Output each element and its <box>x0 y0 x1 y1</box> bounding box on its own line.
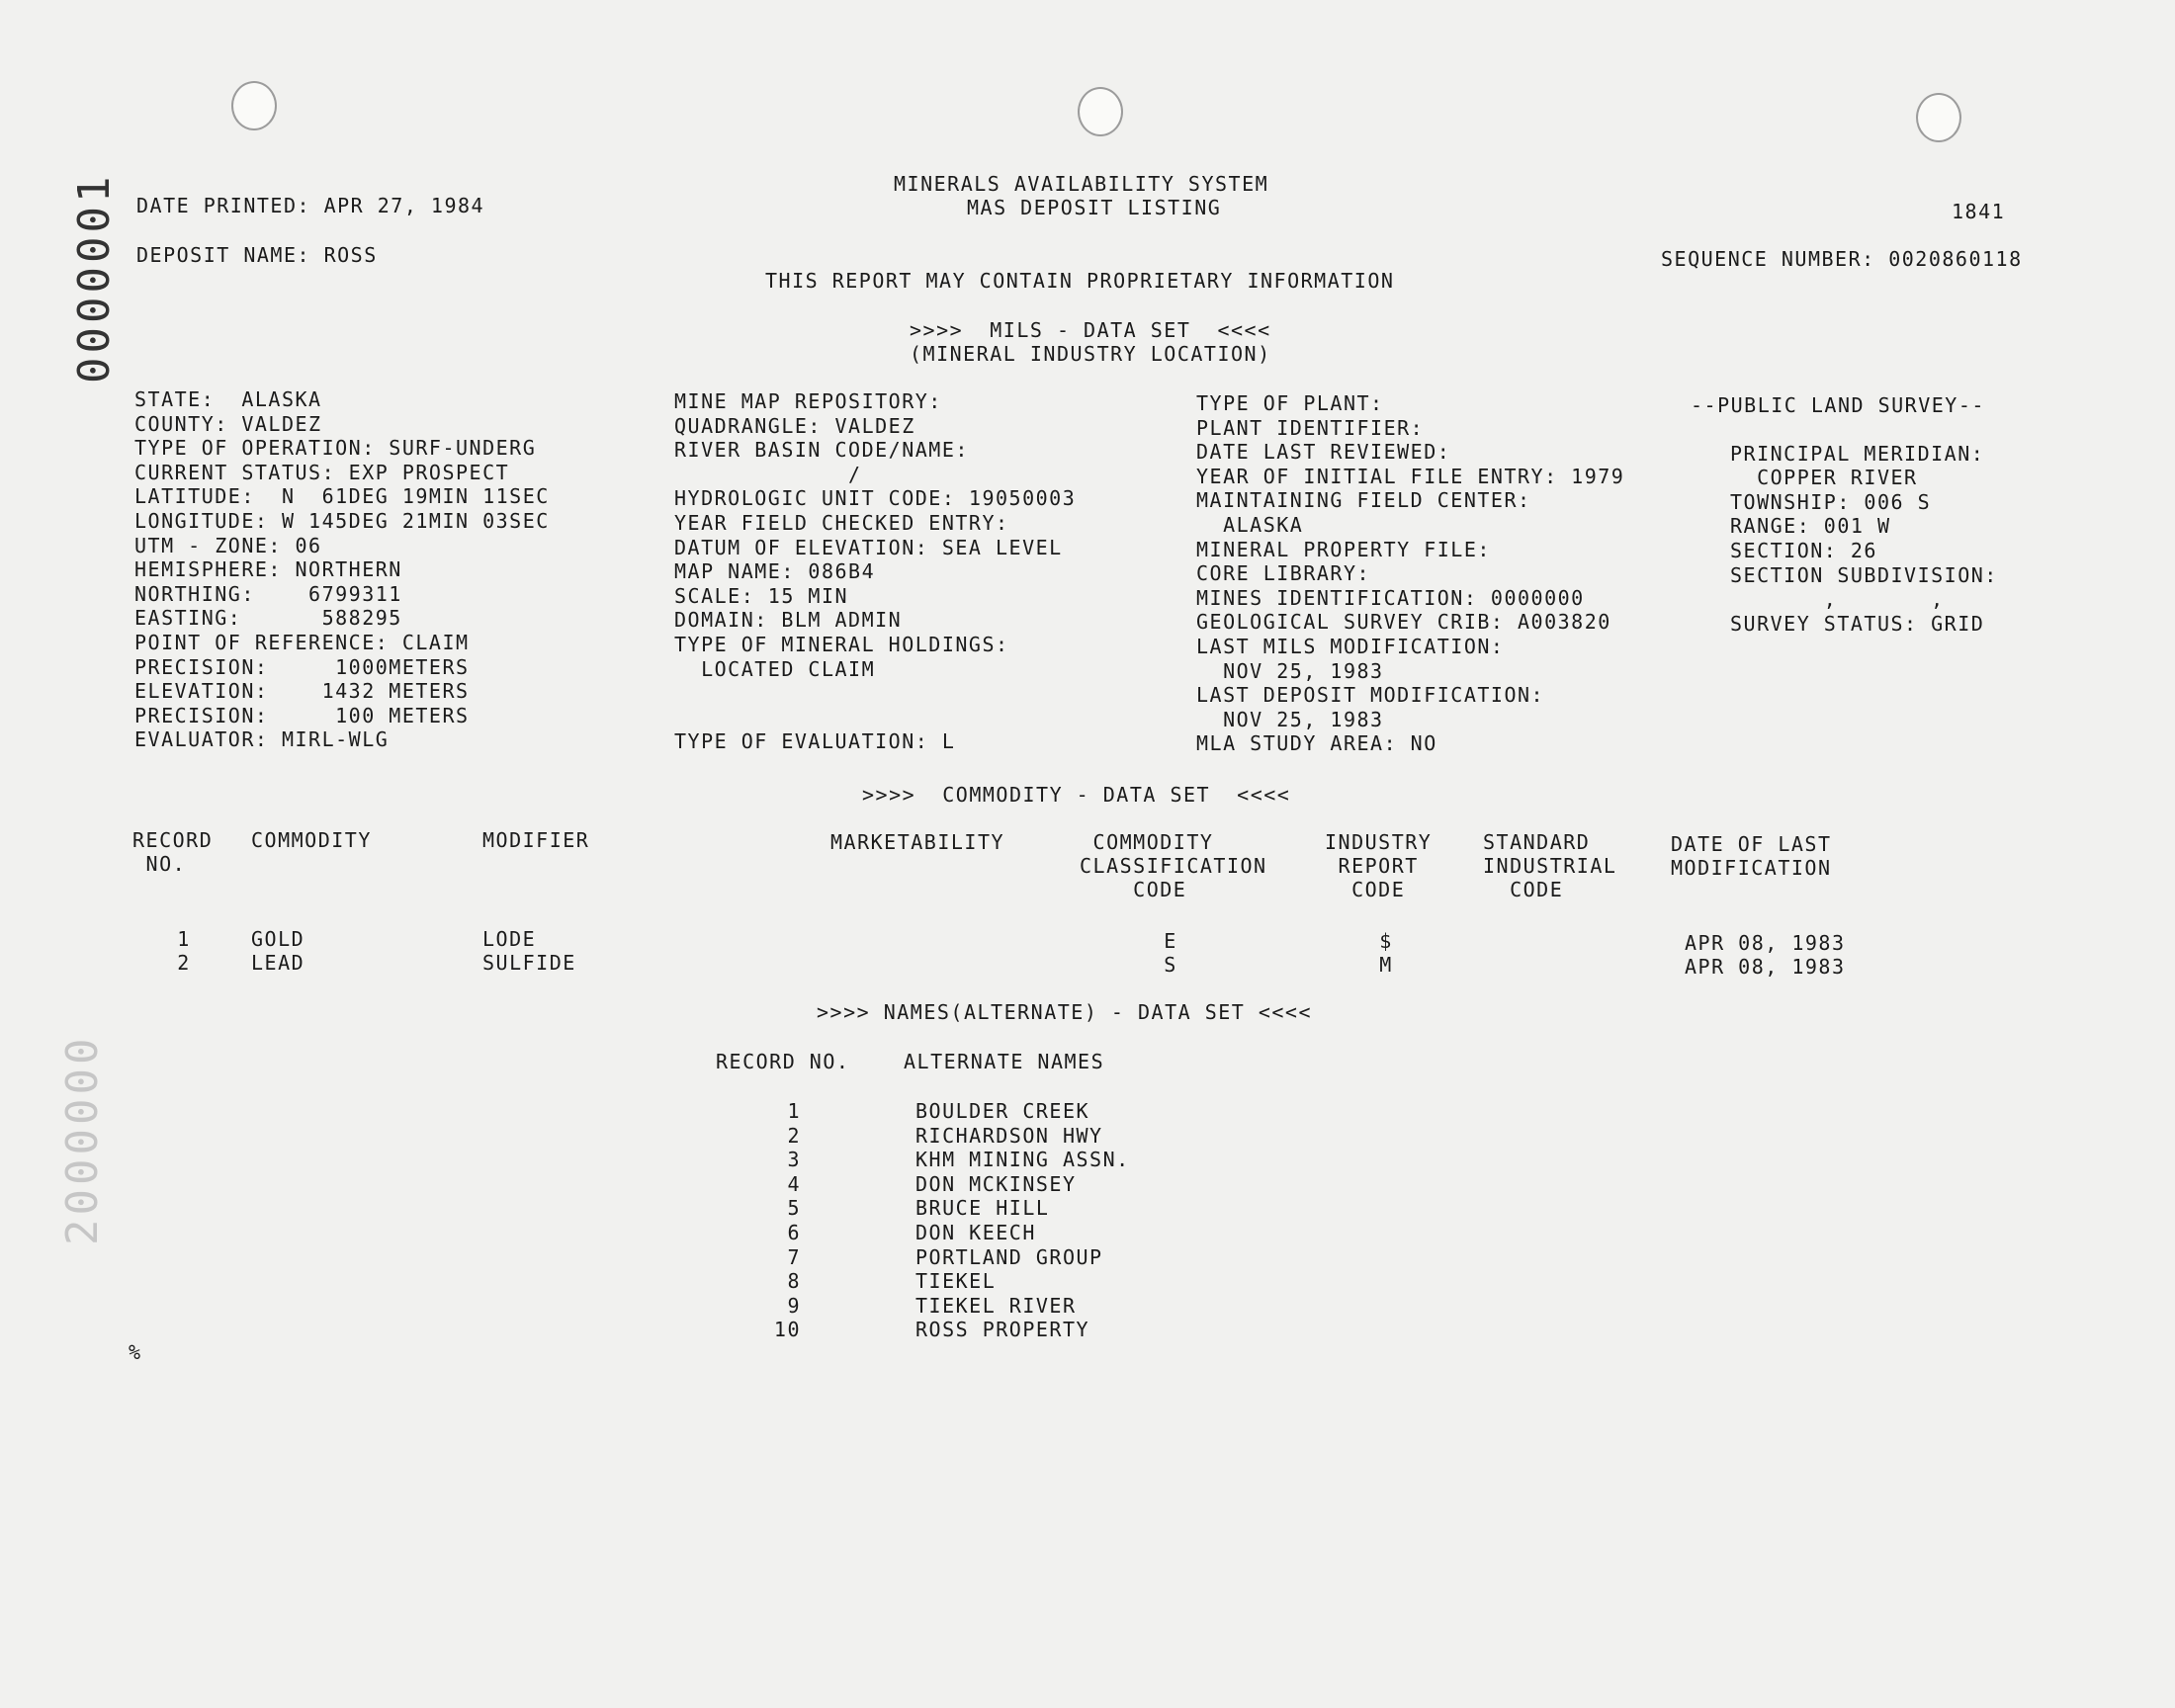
mils-col3-line: MLA STUDY AREA: NO <box>1196 731 1437 756</box>
alternate-name-record-no: 4 <box>787 1171 801 1196</box>
names-section-title: >>>> NAMES(ALTERNATE) - DATA SET <<<< <box>817 1000 1313 1024</box>
mils-col4-line: COPPER RIVER <box>1730 466 1918 490</box>
col-header-modifier: MODIFIER <box>482 828 590 852</box>
commodity-classification-code: S <box>1164 953 1177 977</box>
mils-col1-line: TYPE OF OPERATION: SURF-UNDERG <box>134 436 537 461</box>
mils-col1-line: UTM - ZONE: 06 <box>134 533 322 557</box>
commodity-classification-code: E <box>1164 929 1177 953</box>
col-header-commodity: COMMODITY <box>251 828 372 852</box>
mils-col2-line: LOCATED CLAIM <box>674 656 876 681</box>
proprietary-notice: THIS REPORT MAY CONTAIN PROPRIETARY INFORMATION <box>765 269 1395 293</box>
alternate-name: PORTLAND GROUP <box>915 1244 1103 1269</box>
mils-col3-line: MINERAL PROPERTY FILE: <box>1196 537 1491 561</box>
alternate-name: BRUCE HILL <box>915 1196 1050 1221</box>
mils-col3-line: CORE LIBRARY: <box>1196 561 1371 586</box>
alternate-name-record-no: 6 <box>787 1221 801 1244</box>
mils-col1-line: PRECISION: 1000METERS <box>134 654 470 679</box>
col-header-classification-code: COMMODITY CLASSIFICATION CODE <box>1080 830 1267 901</box>
alternate-name: RICHARDSON HWY <box>915 1123 1103 1148</box>
commodity-name: GOLD <box>251 927 305 951</box>
mils-section-title: >>>> MILS - DATA SET <<<< <box>910 318 1271 342</box>
mils-col2-line: DOMAIN: BLM ADMIN <box>674 608 903 633</box>
mils-col4-line: RANGE: 001 W <box>1730 514 1891 539</box>
alternate-name-record-no: 10 <box>773 1318 801 1342</box>
page-number: 1841 <box>1952 200 2006 223</box>
commodity-industry-report-code: $ <box>1379 929 1393 953</box>
mils-col1-line: LATITUDE: N 61DEG 19MIN 11SEC <box>134 484 550 509</box>
mils-col3-line: YEAR OF INITIAL FILE ENTRY: 1979 <box>1196 464 1625 488</box>
listing-title: MAS DEPOSIT LISTING <box>967 196 1222 219</box>
mils-col4-line: SECTION SUBDIVISION: <box>1730 562 1998 587</box>
deposit-name: DEPOSIT NAME: ROSS <box>136 243 378 267</box>
mils-col1-line: EASTING: 588295 <box>134 606 402 631</box>
mils-col2-line: HYDROLOGIC UNIT CODE: 19050003 <box>674 486 1077 511</box>
mils-col2-line: RIVER BASIN CODE/NAME: <box>674 438 969 463</box>
mils-col2-line: TYPE OF MINERAL HOLDINGS: <box>674 633 1009 656</box>
mils-col4-line: SURVEY STATUS: GRID <box>1730 611 1985 636</box>
commodity-record-no: 2 <box>177 951 191 975</box>
mils-col1-line: CURRENT STATUS: EXP PROSPECT <box>134 460 510 484</box>
alternate-name-record-no: 7 <box>787 1244 801 1269</box>
names-header-record-no: RECORD NO. <box>716 1050 850 1073</box>
commodity-record-no: 1 <box>177 927 191 951</box>
alternate-name: ROSS PROPERTY <box>915 1318 1090 1342</box>
mils-col3-line: LAST DEPOSIT MODIFICATION: <box>1196 683 1545 708</box>
mils-col3-line: LAST MILS MODIFICATION: <box>1196 635 1505 658</box>
mils-col2-line: DATUM OF ELEVATION: SEA LEVEL <box>674 535 1063 559</box>
mils-col3-line: DATE LAST REVIEWED: <box>1196 440 1451 465</box>
punch-hole-left <box>231 81 277 130</box>
mils-col4-line: , , <box>1730 587 1945 612</box>
mils-col3-line: ALASKA <box>1196 513 1304 537</box>
commodity-industry-report-code: M <box>1379 953 1393 977</box>
public-land-survey-title: --PUBLIC LAND SURVEY-- <box>1691 393 1985 417</box>
mils-col2-line: SCALE: 15 MIN <box>674 583 849 608</box>
system-title: MINERALS AVAILABILITY SYSTEM <box>894 172 1269 196</box>
mils-col2-line: QUADRANGLE: VALDEZ <box>674 413 915 438</box>
alternate-name: TIEKEL <box>915 1269 997 1294</box>
date-printed: DATE PRINTED: APR 27, 1984 <box>136 194 485 217</box>
mils-col2-line: MINE MAP REPOSITORY: <box>674 389 942 413</box>
mils-col3-line: MAINTAINING FIELD CENTER: <box>1196 488 1531 513</box>
mils-col3-line: NOV 25, 1983 <box>1196 707 1384 731</box>
punch-hole-center <box>1078 87 1123 136</box>
alternate-name-record-no: 3 <box>787 1148 801 1172</box>
mils-col2-line: TYPE OF EVALUATION: L <box>674 729 956 754</box>
mils-col1-line: LONGITUDE: W 145DEG 21MIN 03SEC <box>134 509 550 533</box>
commodity-modifier: LODE <box>482 927 537 951</box>
commodity-modifier: SULFIDE <box>482 951 576 975</box>
commodity-section-title: >>>> COMMODITY - DATA SET <<<< <box>862 783 1291 807</box>
margin-stamp-top: 0000001 <box>69 172 120 384</box>
mils-col2-line: MAP NAME: 086B4 <box>674 559 876 584</box>
col-header-industry-report-code: INDUSTRY REPORT CODE <box>1325 830 1433 901</box>
mils-col1-line: COUNTY: VALDEZ <box>134 411 322 436</box>
mils-col3-line: MINES IDENTIFICATION: 0000000 <box>1196 585 1585 610</box>
mils-col4-line: PRINCIPAL MERIDIAN: <box>1730 441 1985 466</box>
mils-col4-line: TOWNSHIP: 006 S <box>1730 489 1932 514</box>
sequence-number: SEQUENCE NUMBER: 0020860118 <box>1661 247 2023 271</box>
punch-hole-right <box>1916 93 1961 142</box>
names-header-alternate-names: ALTERNATE NAMES <box>904 1050 1105 1073</box>
footer-mark: % <box>129 1340 142 1364</box>
col-header-date-last-modification: DATE OF LAST MODIFICATION <box>1671 832 1832 880</box>
mils-col1-line: EVALUATOR: MIRL-WLG <box>134 727 390 752</box>
mils-col2-line: / <box>674 462 862 486</box>
alternate-name-record-no: 5 <box>787 1196 801 1221</box>
mils-col1-line: HEMISPHERE: NORTHERN <box>134 557 402 582</box>
mils-col1-line: POINT OF REFERENCE: CLAIM <box>134 631 470 654</box>
mils-col3-line: PLANT IDENTIFIER: <box>1196 415 1425 440</box>
mils-section-subtitle: (MINERAL INDUSTRY LOCATION) <box>910 342 1271 366</box>
commodity-modification-date: APR 08, 1983 <box>1685 931 1846 955</box>
commodity-name: LEAD <box>251 951 305 975</box>
mils-col1-line: ELEVATION: 1432 METERS <box>134 679 470 704</box>
mils-col2-line: YEAR FIELD CHECKED ENTRY: <box>674 511 1009 535</box>
alternate-name: TIEKEL RIVER <box>915 1293 1077 1318</box>
mils-col3-line: GEOLOGICAL SURVEY CRIB: A003820 <box>1196 610 1611 635</box>
col-header-standard-industrial-code: STANDARD INDUSTRIAL CODE <box>1483 830 1617 901</box>
mils-col4-line: SECTION: 26 <box>1730 539 1877 562</box>
mils-col1-line: NORTHING: 6799311 <box>134 581 402 606</box>
mils-col3-line: TYPE OF PLANT: <box>1196 391 1384 415</box>
col-header-record-no: RECORD NO. <box>132 828 214 876</box>
col-header-marketability: MARKETABILITY <box>830 830 1005 854</box>
alternate-name: DON KEECH <box>915 1221 1036 1244</box>
alternate-name-record-no: 9 <box>787 1293 801 1318</box>
margin-stamp-faint: 2000000 <box>57 1034 108 1245</box>
alternate-name: BOULDER CREEK <box>915 1099 1090 1123</box>
alternate-name: DON MCKINSEY <box>915 1171 1077 1196</box>
commodity-modification-date: APR 08, 1983 <box>1685 955 1846 979</box>
alternate-name-record-no: 2 <box>787 1123 801 1148</box>
alternate-name: KHM MINING ASSN. <box>915 1148 1130 1172</box>
mils-col1-line: PRECISION: 100 METERS <box>134 703 470 727</box>
mils-col3-line: NOV 25, 1983 <box>1196 658 1384 683</box>
alternate-name-record-no: 8 <box>787 1269 801 1294</box>
alternate-name-record-no: 1 <box>787 1099 801 1123</box>
mils-col1-line: STATE: ALASKA <box>134 387 322 411</box>
